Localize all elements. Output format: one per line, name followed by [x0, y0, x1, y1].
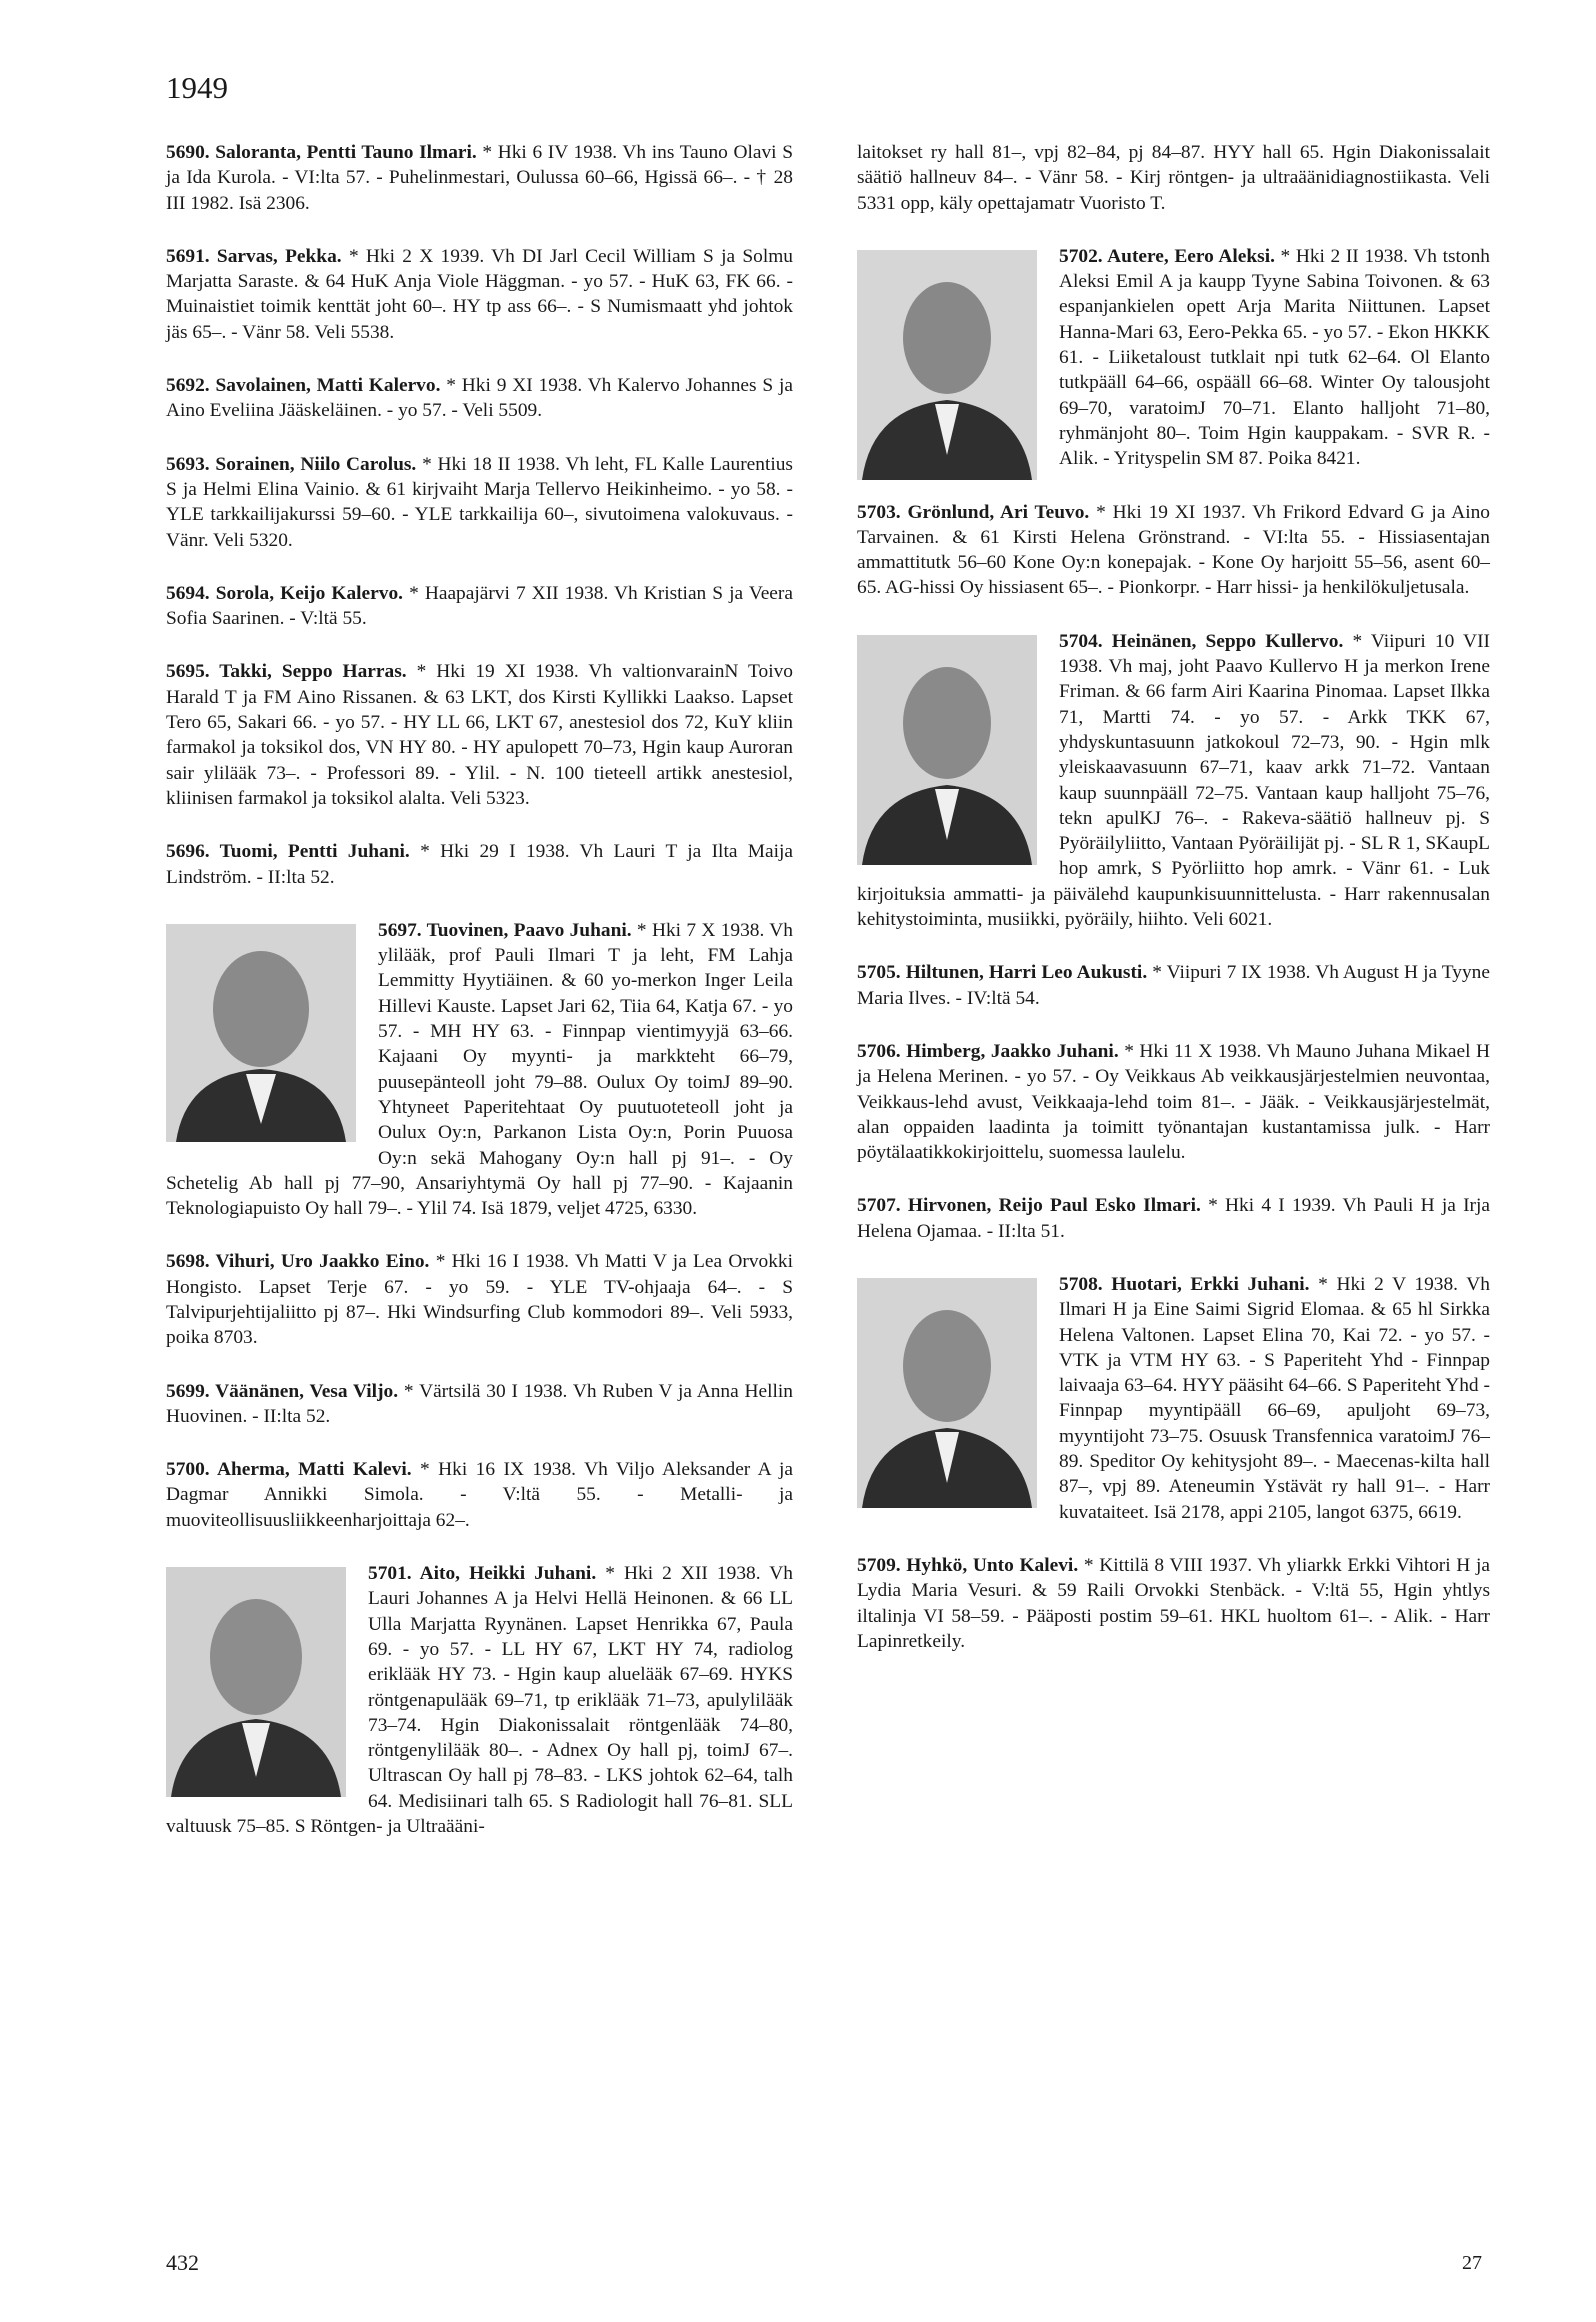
entry-5709	[857, 1553, 1490, 1654]
portrait-photo	[857, 1278, 1037, 1508]
portrait-photo	[857, 250, 1037, 480]
entry-body: * Viipuri 10 VII 1938. Vh maj, joht Paavo Kullervo H ja merkon Irene Friman. & 66 farm Airi Kaarina Pinomaa. Lapset Ilkka 71, Martti 74. - yo 57. - Arkk TKK 67, yhdyskuntasuunn jatkokoul 72–73, 90. - Hgin mlk yleiskaavasuunn 67–71, kaav arkk 71–72. Vantaan kaup suunnpääll 72–75. Vantaan kaup halljoht 75–76, tekn apulKJ 76–. - Rakeva-säätiö hallneuv pj. S Pyöräilyliitto, Vantaan Pyöräilijät pj. - SL R 1, SKaupL hop amrk, S Pyörliitto hop amrk. - Vänr 61. - Luk kirjoituksia ammatti- ja päivälehd kaupunkisuunnittelusta. - Harr rakennusalan kehitystoiminta, musiikki, pyöräily, hiihto. Veli 6021.	[857, 630, 1490, 931]
entry-5704	[857, 629, 1490, 933]
entry-body: * Hki 16 I 1938. Vh Matti V ja Lea Orvokki Hongisto. Lapset Terje 67. - yo 59. - YLE TV-ohjaaja 64–. - S Talvipurjehtijaliitto pj 87–. Hki Windsurfing Club kommodori 89–. Veli 5933, poika 8703.	[166, 1251, 794, 1349]
portrait-image	[857, 1278, 1037, 1508]
entry-body: * Hki 4 I 1939. Vh Pauli H ja Irja Helena Ojamaa. - II:lta 51.	[857, 1195, 1490, 1242]
entry-body: * Hki 16 IX 1938. Vh Viljo Aleksander A ja Dagmar Annikki Simola. - V:ltä 55. - Metalli- ja muoviteollisuusliikkeenharjoittaja 62–.	[166, 1459, 793, 1531]
entry-5691	[166, 244, 793, 345]
entry-5695	[166, 659, 793, 811]
entry-body: * Hki 19 XI 1938. Vh valtionvarainN Toivo Harald T ja FM Aino Rissanen. & 63 LKT, dos Kirsti Kyllikki Laakso. Lapset Tero 65, Sakari 66. - yo 57. - HY LL 66, LKT 67, anestesiol dos 72, KuY kliin farmakol ja toksikol dos, VN HY 80. - HY apulopett 70–73, Hgin kaup Auroran sair ylilääk 73–. - Professori 89. - Ylil. - N. 100 tieteell artikk anestesiol, kliinisen farmakol ja toksikol alalta. Veli 5323.	[166, 661, 793, 809]
entry-5697	[166, 918, 793, 1222]
entry-head: 5700. Aherma, Matti Kalevi.	[166, 1459, 412, 1481]
entry-head: 5708. Huotari, Erkki Juhani.	[1059, 1273, 1310, 1295]
entry-5701	[166, 1561, 793, 1839]
portrait-image	[166, 924, 356, 1142]
entry-body: * Hki 2 II 1938. Vh tstonh Aleksi Emil A ja kaupp Tyyne Sabina Toivonen. & 63 espanjankielen opett Arja Marita Niittunen. Lapset Hanna-Mari 63, Eero-Pekka 65. - yo 57. - Ekon HKKK 61. - Liiketaloust tutklait npi tutk 62–64. Ol Elanto tutkpääll 64–66, ospääll 66–68. Winter Oy talousjoht 69–70, varatoimJ 70–71. Elanto halljoht 71–80, ryhmänjoht 80–. Toim Hgin kauppakam. - SVR R. - Alik. - Yrityspelin SM 87. Poika 8421.	[1059, 245, 1490, 470]
entry-body: * Hki 6 IV 1938. Vh ins Tauno Olavi S ja Ida Kurola. - VI:lta 57. - Puhelinmestari, Oulussa 60–66, Hgissä 66–. - † 28 III 1982. Isä 2306.	[166, 142, 793, 214]
entry-body: * Hki 9 XI 1938. Vh Kalervo Johannes S ja Aino Eveliina Jääskeläinen. - yo 57. - Veli 5509.	[166, 375, 794, 422]
entry-head: 5706. Himberg, Jaakko Juhani.	[857, 1040, 1119, 1062]
entry-head: 5709. Hyhkö, Unto Kalevi.	[857, 1554, 1079, 1576]
entry-5702	[857, 244, 1490, 472]
portrait-photo	[857, 635, 1037, 865]
portrait-photo	[166, 924, 356, 1142]
entry-head: 5693. Sorainen, Niilo Carolus.	[166, 453, 417, 475]
entry-head: 5699. Väänänen, Vesa Viljo.	[166, 1380, 399, 1402]
entry-5705	[857, 960, 1490, 1011]
entry-head: 5705. Hiltunen, Harri Leo Aukusti.	[857, 962, 1148, 984]
entry-head: 5704. Heinänen, Seppo Kullervo.	[1059, 630, 1344, 652]
page-year: 1949	[166, 70, 228, 105]
entry-head: 5697. Tuovinen, Paavo Juhani.	[378, 919, 632, 941]
portrait-image	[857, 635, 1037, 865]
entry-head: 5694. Sorola, Keijo Kalervo.	[166, 582, 404, 604]
portrait-photo	[166, 1567, 346, 1797]
entry-5692	[166, 373, 793, 424]
entry-5708	[857, 1272, 1490, 1525]
entry-body: * Hki 11 X 1938. Vh Mauno Juhana Mikael H ja Helena Merinen. - yo 57. - Oy Veikkaus Ab veikkausjärjestelmien neuvontaa, Veikkaus-lehd avust, Veikkaaja-lehd toim 81–. - Jääk. - Veikkausjärjestelmät, alan oppaiden laadinta ja toimitt työnantajan kustantamissa julk. - Harr pöytälaatikkokirjoittelu, suomessa laulelu.	[857, 1040, 1490, 1164]
entry-body: * Haapajärvi 7 XII 1938. Vh Kristian S ja Veera Sofia Saarinen. - V:ltä 55.	[166, 582, 793, 630]
entry-body: * Hki 7 X 1938. Vh ylilääk, prof Pauli Ilmari T ja leht, FM Lahja Lemmitty Hyytiäinen. & 60 yo-merkon Inger Leila Hillevi Kauste. Lapset Jari 62, Tiia 64, Katja 67. - yo 57. - MH HY 63. - Finnpap vientimyyjä 63–66. Kajaani Oy myynti- ja markkteht 66–79, puusepänteoll joht 79–88. Oulux Oy toimJ 89–90. Yhtyneet Paperitehtaat Oy puutuoteteoll joht ja Oulux Oy:n, Parkanon Lista Oy:n, Porin Puuosa Oy:n sekä Mahogany Oy:n hall pj 91–. - Oy Schetelig Ab hall pj 77–90, Ansariyhtymä Oy hall pj 77–90. - Kajaanin Teknologiapuisto Oy hall 79–. - Ylil 74. Isä 1879, veljet 4725, 6330.	[166, 919, 793, 1220]
entry-5701-continued	[857, 140, 1490, 216]
entry-5699	[166, 1379, 793, 1430]
entry-head: 5701. Aito, Heikki Juhani.	[368, 1563, 597, 1585]
entry-head: 5702. Autere, Eero Aleksi.	[1059, 245, 1275, 267]
entry-body: * Värtsilä 30 I 1938. Vh Ruben V ja Anna Hellin Huovinen. - II:lta 52.	[166, 1380, 793, 1427]
entry-5698	[166, 1249, 793, 1350]
entry-head: 5696. Tuomi, Pentti Juhani.	[166, 841, 410, 863]
left-column	[166, 140, 793, 1867]
entry-body: * Hki 19 XI 1937. Vh Frikord Edvard G ja Aino Tarvainen. & 61 Kirsti Helena Grönstrand. - VI:lta 55. - Hissiasentajan ammattitutk 56–60 Kone Oy:n konepajak. - Kone Oy harjoitt 55–56, asent 60–65. AG-hissi Oy hissiasent 65–. - Pionkorpr. - Harr hissi- ja henkilökuljetusala.	[857, 501, 1490, 599]
portrait-image	[166, 1567, 346, 1797]
entry-body: * Hki 2 X 1939. Vh DI Jarl Cecil William S ja Solmu Marjatta Saraste. & 64 HuK Anja Viole Häggman. - yo 57. - HuK 63, FK 66. - Muinaistiet toimik kenttät joht 60–. HY tp ass 66–. - S Numismaatt yhd johtok jäs 65–. - Vänr 58. Veli 5538.	[166, 245, 794, 343]
entry-body: * Hki 2 V 1938. Vh Ilmari H ja Eine Saimi Sigrid Elomaa. & 65 hl Sirkka Helena Valtonen. Lapset Elina 70, Kai 72. - yo 57. - VTK ja VTM HY 63. - S Paperiteht Yhd - Finnpap laivaaja 63–64. HYY pääsiht 64–66. S Paperiteht Yhd - Finnpap myyntipääll 66–69, apuljoht 69–73, myyntijoht 73–75. Osuusk Transfennica varatoimJ 76–89. Speditor Oy kehitysjoht 89–. - Maecenas-kilta hall 87–, vpj 89. Ateneumin Ystävät ry hall 91–. - Harr kuvataiteet. Isä 2178, appi 2105, langot 6375, 6619.	[1059, 1273, 1490, 1523]
page-number-right: 27	[1462, 2252, 1482, 2274]
entry-body: * Hki 29 I 1938. Vh Lauri T ja Ilta Maija Lindström. - II:lta 52.	[166, 841, 793, 888]
entry-head: 5692. Savolainen, Matti Kalervo.	[166, 375, 441, 397]
entry-head: 5703. Grönlund, Ari Teuvo.	[857, 501, 1090, 523]
entry-5694	[166, 581, 793, 632]
entry-5707	[857, 1193, 1490, 1244]
entry-body: * Hki 2 XII 1938. Vh Lauri Johannes A ja Helvi Hellä Heinonen. & 66 LL Ulla Marjatta Ryynänen. Lapset Henrikka 67, Paula 69. - yo 57. - LL HY 67, LKT HY 74, radiolog eriklääk HY 73. - Hgin kaup aluelääk 67–69. HYKS röntgenapulääk 69–71, tp eriklääk 71–73, apulylilääk 73–74. Hgin Diakonissalait röntgenlääk 74–80, röntgenylilääk 80–. - Adnex Oy hall pj, toimJ 67–. Ultrascan Oy hall pj 78–83. - LKS johtok 62–64, talh 64. Medisiinari talh 65. S Radiologit hall 76–81. SLL valtuusk 75–85. S Röntgen- ja Ultraääni-	[166, 1563, 793, 1838]
entry-body: * Kittilä 8 VIII 1937. Vh yliarkk Erkki Vihtori H ja Lydia Maria Vesuri. & 59 Raili Orvokki Stenbäck. - V:ltä 55, Hgin yhtlys iltalinja VI 58–59. - Pääposti postim 59–61. HKL huoltom 61–. - Alik. - Harr Lapinretkeily.	[857, 1554, 1490, 1652]
entry-head: 5707. Hirvonen, Reijo Paul Esko Ilmari.	[857, 1195, 1201, 1217]
entry-body: laitokset ry hall 81–, vpj 82–84, pj 84–87. HYY hall 65. Hgin Diakonissalait säätiö hallneuv 84–. - Vänr 58. - Kirj röntgen- ja ultraäänidiagnostiikasta. Veli 5331 opp, käly opettajamatr Vuoristo T.	[857, 142, 1490, 214]
portrait-image	[857, 250, 1037, 480]
entry-head: 5698. Vihuri, Uro Jaakko Eino.	[166, 1251, 430, 1273]
right-column	[857, 140, 1490, 1682]
entry-5696	[166, 839, 793, 890]
entry-head: 5695. Takki, Seppo Harras.	[166, 661, 407, 683]
entry-5693	[166, 452, 793, 553]
entry-body: * Hki 18 II 1938. Vh leht, FL Kalle Laurentius S ja Helmi Elina Vainio. & 61 kirjvaiht Marja Tellervo Heikinheimo. - yo 58. - YLE tarkkailijakurssi 59–60. - YLE tarkkailija 60–, sivutoimena valokuvaus. - Vänr. Veli 5320.	[166, 453, 793, 551]
entry-5690	[166, 140, 793, 216]
entry-body: * Viipuri 7 IX 1938. Vh August H ja Tyyne Maria Ilves. - IV:ltä 54.	[857, 962, 1490, 1009]
entry-head: 5691. Sarvas, Pekka.	[166, 245, 342, 267]
page-number-left: 432	[166, 2250, 199, 2275]
entry-5703	[857, 500, 1490, 601]
entry-5700	[166, 1457, 793, 1533]
entry-5706	[857, 1039, 1490, 1165]
entry-head: 5690. Saloranta, Pentti Tauno Ilmari.	[166, 142, 477, 163]
